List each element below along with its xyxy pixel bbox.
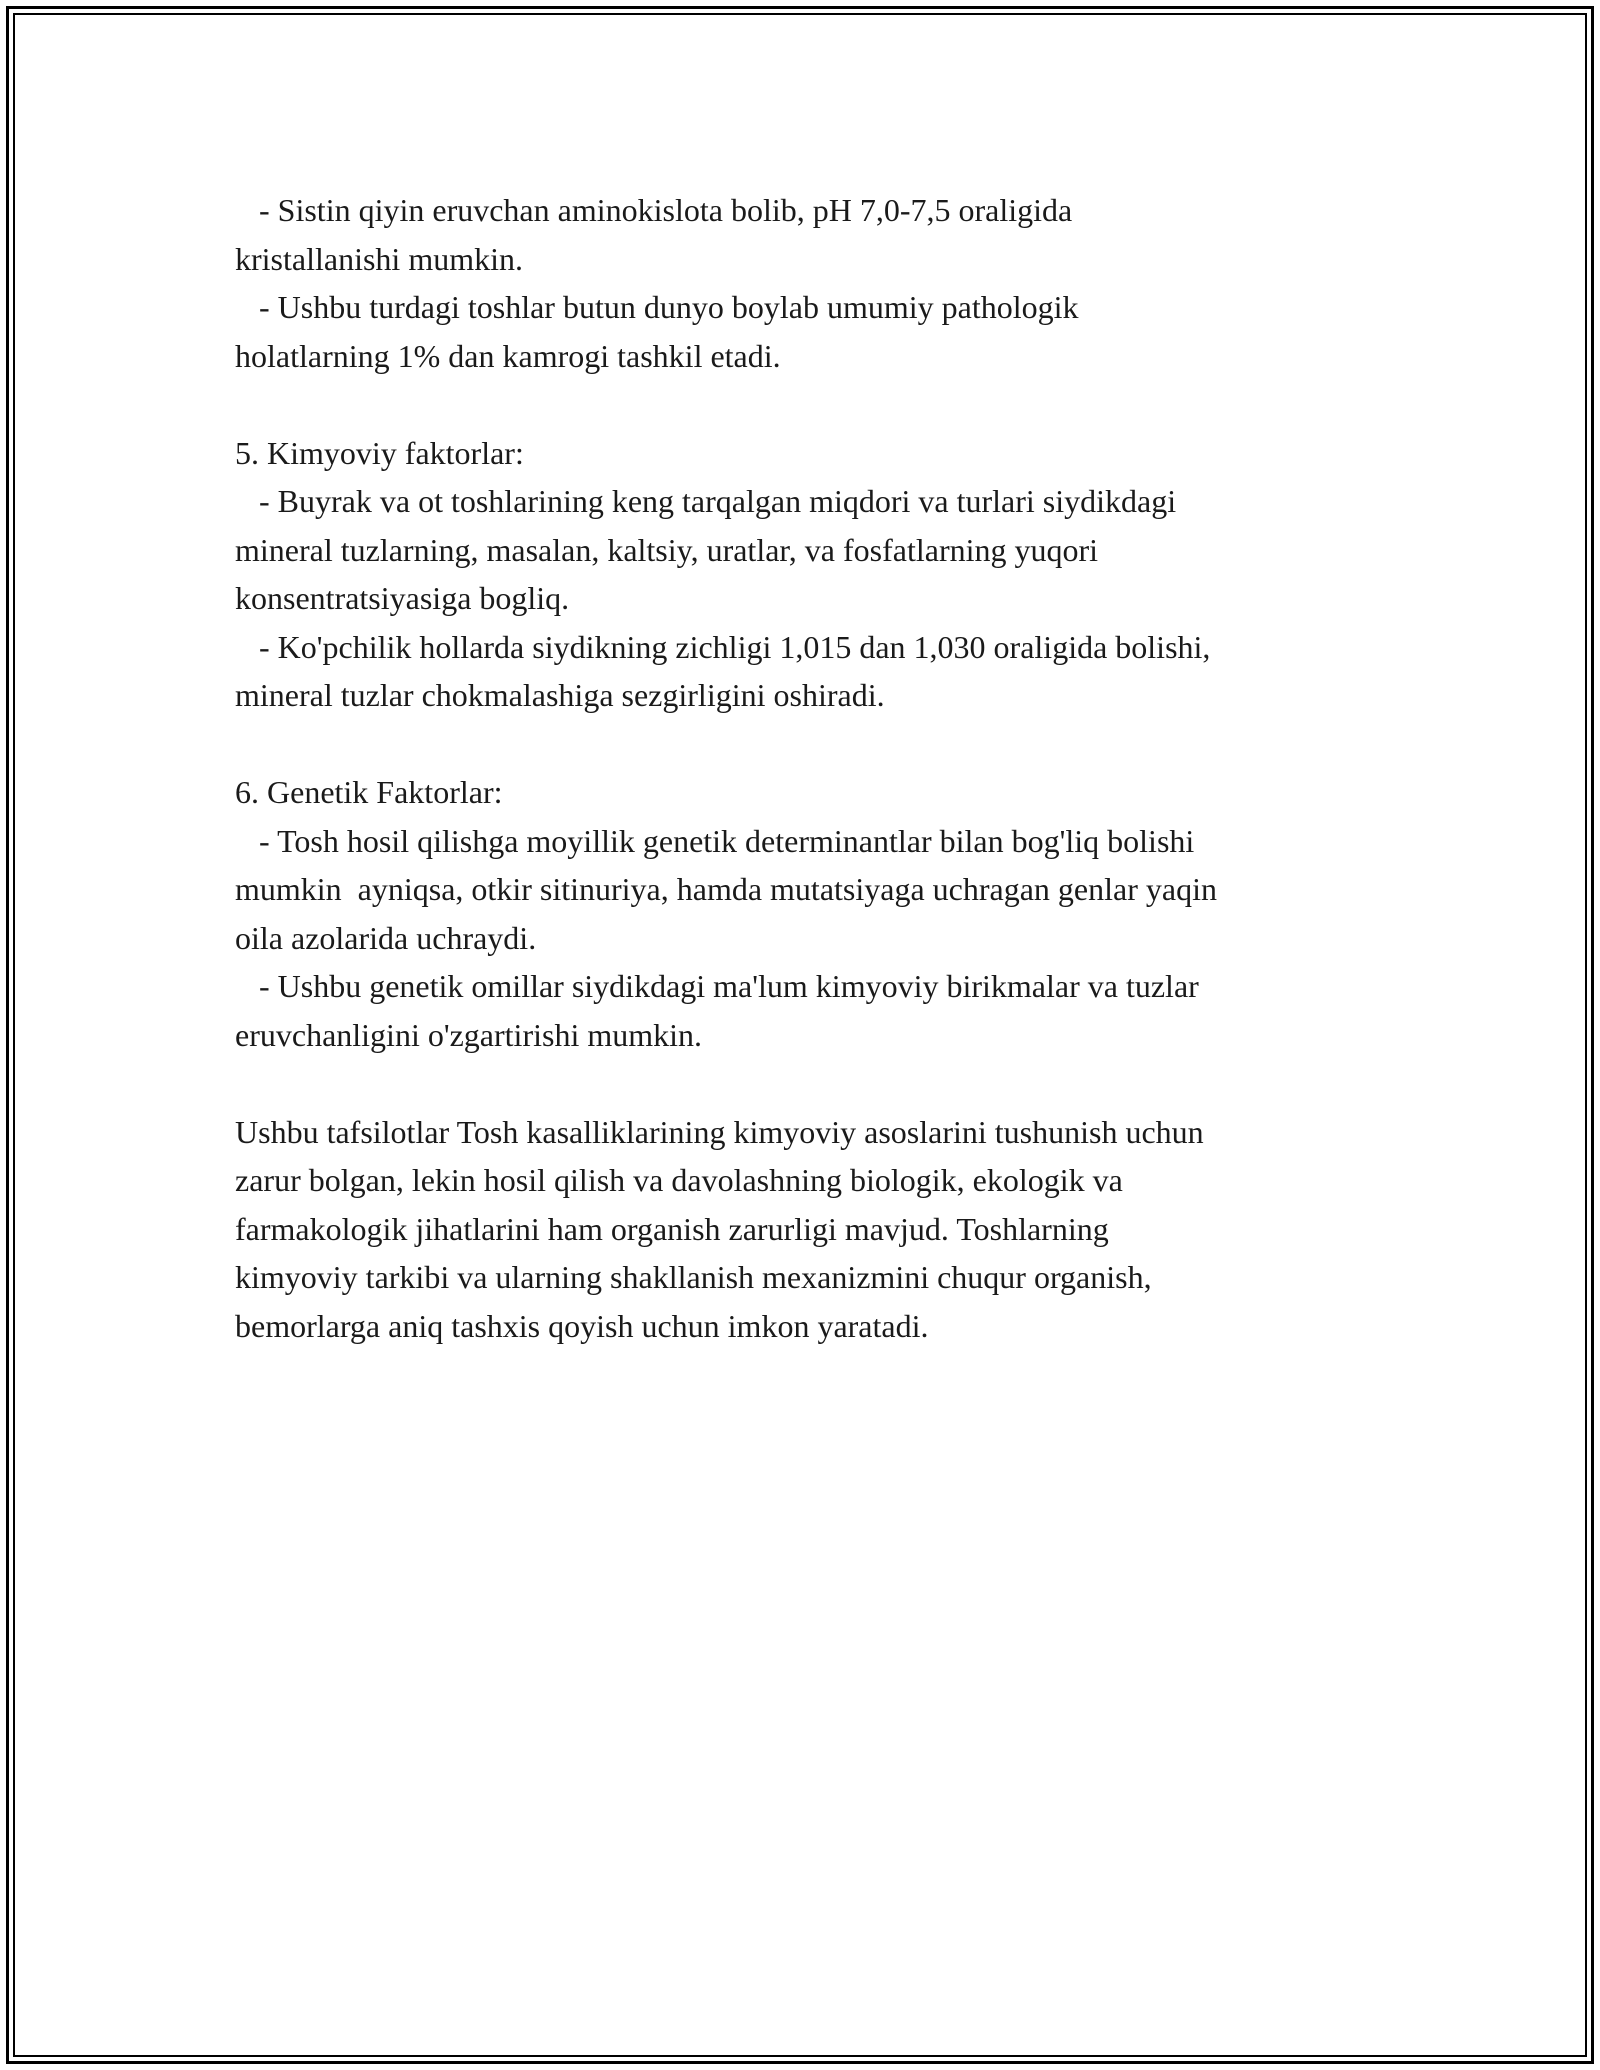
text-line: mineral tuzlarning, masalan, kaltsiy, uratlar, va fosfatlarning yuqori — [235, 531, 1099, 568]
text-line: kristallanishi mumkin. — [235, 240, 523, 277]
text-line: oila azolarida uchraydi. — [235, 919, 537, 956]
blank-line — [235, 380, 1385, 429]
text-line: Ushbu tafsilotlar Tosh kasalliklarining kimyoviy asoslarini tushunish uchun — [235, 1113, 1204, 1150]
section-heading: 5. Kimyoviy faktorlar: — [235, 434, 524, 471]
text-line: farmakologik jihatlarini ham organish zarurligi mavjud. Toshlarning — [235, 1210, 1109, 1247]
blank-line — [235, 1059, 1385, 1108]
text-line: eruvchanligini o'zgartirishi mumkin. — [235, 1016, 702, 1053]
text-line: mumkin ayniqsa, otkir sitinuriya, hamda mutatsiyaga uchragan genlar yaqin — [235, 871, 1217, 907]
text-line: kimyoviy tarkibi va ularning shakllanish mexanizmini chuqur organish, — [235, 1259, 1152, 1295]
text-line: - Ushbu turdagi toshlar butun dunyo boylab umumiy pathologik — [235, 289, 1079, 325]
section-heading: 6. Genetik Faktorlar: — [235, 774, 503, 810]
text-line: - Ko'pchilik hollarda siydikning zichligi 1,015 dan 1,030 oraligida bolishi, — [235, 628, 1211, 665]
text-line: bemorlarga aniq tashxis qoyish uchun imkon yaratadi. — [235, 1307, 929, 1344]
text-line: - Ushbu genetik omillar siydikdagi ma'lum kimyoviy birikmalar va tuzlar — [235, 968, 1199, 1004]
text-line: - Buyrak va ot toshlarining keng tarqalgan miqdori va turlari siydikdagi — [235, 483, 1177, 519]
text-line: konsentratsiyasiga bogliq. — [235, 580, 570, 616]
text-line: mineral tuzlar chokmalashiga sezgirligini oshiradi. — [235, 677, 885, 713]
text-line: zarur bolgan, lekin hosil qilish va davolashning biologik, ekologik va — [235, 1162, 1123, 1198]
text-line: - Tosh hosil qilishga moyillik genetik determinantlar bilan bog'liq bolishi — [235, 822, 1195, 859]
document-body — [235, 186, 1385, 1350]
text-line: - Sistin qiyin eruvchan aminokislota bolib, pH 7,0-7,5 oraligida — [235, 192, 1073, 228]
blank-line — [235, 720, 1385, 769]
text-line: holatlarning 1% dan kamrogi tashkil etadi. — [235, 337, 781, 374]
